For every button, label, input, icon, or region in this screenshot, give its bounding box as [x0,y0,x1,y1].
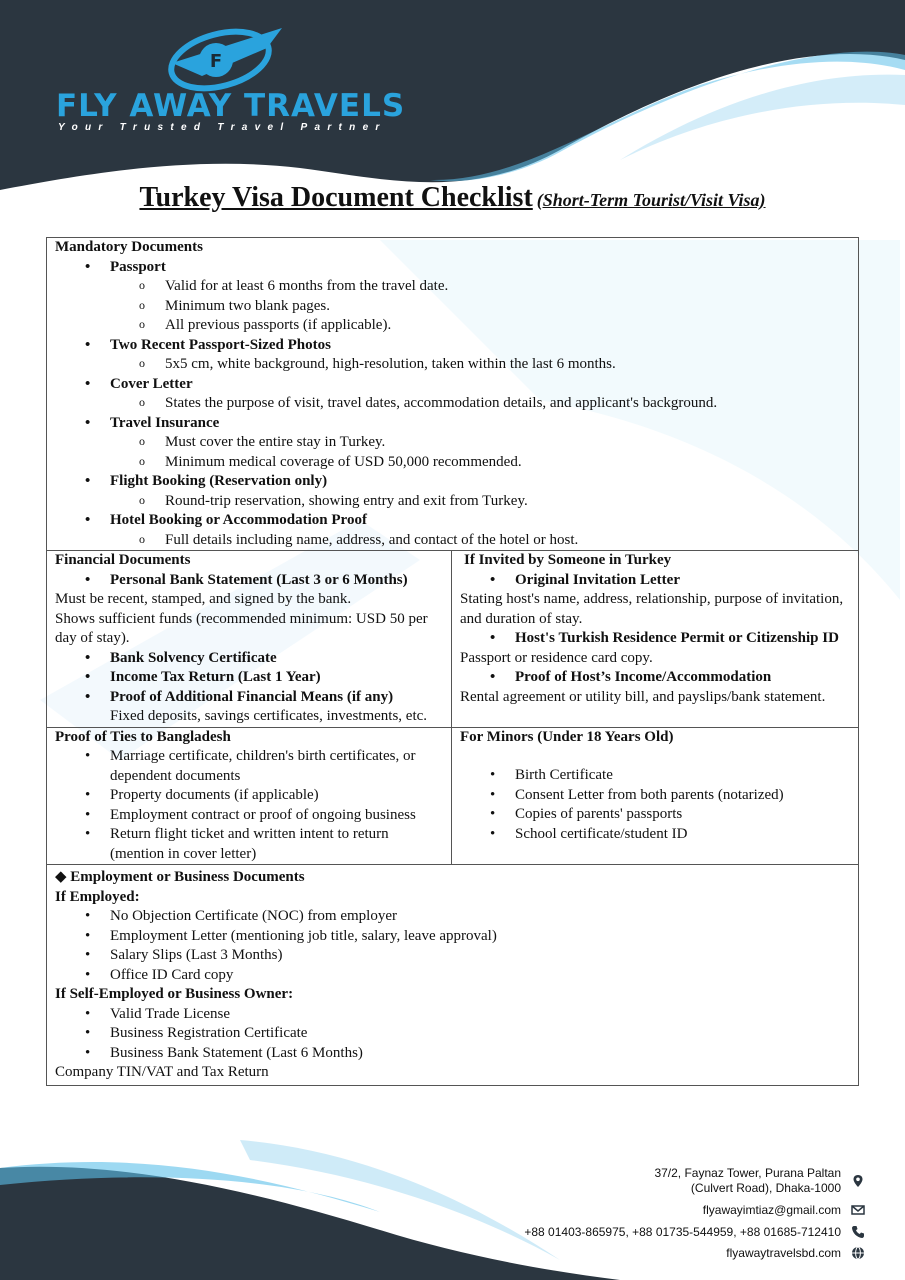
list-item: • Employment contract or proof of ongoing business [55,806,445,826]
list-item: • Cover Letter [55,375,852,395]
mandatory-section [47,238,859,551]
paragraph: Company TIN/VAT and Tax Return [55,1064,269,1080]
ties-section [47,727,452,865]
website-link[interactable]: flyawaytravelsbd.com [726,1246,841,1260]
checklist-table [46,237,859,1086]
paragraph: Passport or residence card copy. [460,649,653,666]
list-item: • Employment Letter (mentioning job title, salary, leave approval) [55,927,852,947]
paragraph: Shows sufficient funds (recommended minimum: USD 50 per day of stay). [55,610,428,646]
list-item: • Salary Slips (Last 3 Months) [55,946,852,966]
list-item: • Property documents (if applicable) [55,786,445,806]
section-heading: If Invited by Someone in Turkey [464,552,672,568]
list-item: • Original Invitation Letter [460,571,852,591]
phone-icon [851,1225,865,1239]
section-heading: Proof of Ties to Bangladesh [55,728,231,745]
email-row [703,1203,865,1218]
list-item: • Copies of parents' passports [460,805,852,825]
address-line: 37/2, Faynaz Tower, Purana Paltan [654,1166,841,1180]
list-item: o Round-trip reservation, showing entry and exit from Turkey. [55,492,852,512]
list-item: • Passport [55,258,852,278]
list-item: • Personal Bank Statement (Last 3 or 6 Months) [55,571,445,591]
list-item: • Business Registration Certificate [55,1024,852,1044]
financial-section [47,551,452,728]
list-item: • Business Bank Statement (Last 6 Months) [55,1044,852,1064]
phone-numbers[interactable]: +88 01403-865975, +88 01735-544959, +88 01685-712410 [524,1225,841,1239]
list-item: • No Objection Certificate (NOC) from employer [55,907,852,927]
globe-icon [851,1246,865,1260]
section-heading: For Minors (Under 18 Years Old) [460,728,674,745]
list-item: • Birth Certificate [460,766,852,786]
list-item: o States the purpose of visit, travel dates, accommodation details, and applicant's background. [55,394,852,414]
email-link[interactable]: flyawayimtiaz@gmail.com [702,1203,841,1217]
paragraph: Fixed deposits, savings certificates, investments, etc. [110,708,428,724]
paragraph: Rental agreement or utility bill, and payslips/bank statement. [460,688,826,705]
section-heading: Mandatory Documents [55,239,203,255]
list-item: o Valid for at least 6 months from the travel date. [55,277,852,297]
list-item: o 5x5 cm, white background, high-resolution, taken within the last 6 months. [55,355,852,375]
paragraph: Stating host's name, address, relationship, purpose of invitation, and duration of stay. [460,591,844,627]
list-item: • Consent Letter from both parents (notarized) [460,786,852,806]
list-item: • Office ID Card copy [55,966,852,986]
list-item: o Full details including name, address, and contact of the hotel or host. [55,531,852,551]
invited-section [452,551,859,728]
list-item: • Flight Booking (Reservation only) [55,472,852,492]
list-item: • Valid Trade License [55,1005,852,1025]
logo-initial: F [209,51,223,72]
mail-icon [851,1203,865,1217]
list-item: • Return flight ticket and written intent to return (mention in cover letter) [55,825,445,864]
list-item: • Host's Turkish Residence Permit or Citizenship ID [460,629,852,649]
location-pin-icon [851,1174,865,1188]
list-item: • Income Tax Return (Last 1 Year) [55,668,445,688]
brand-tagline: Your Trusted Travel Partner [58,122,387,133]
subheading: If Self-Employed or Business Owner: [55,986,294,1002]
subheading: If Employed: [55,888,140,905]
list-item: o Minimum medical coverage of USD 50,000 recommended. [55,453,852,473]
minors-section [452,727,859,865]
phone-row [524,1225,865,1240]
list-item: • Bank Solvency Certificate [55,649,445,669]
list-item: • Hotel Booking or Accommodation Proof [55,511,852,531]
section-heading: ◆ Employment or Business Documents [55,869,305,885]
page-title [0,182,905,214]
list-item: • School certificate/student ID [460,825,852,845]
list-item: • Travel Insurance [55,414,852,434]
list-item: • Two Recent Passport-Sized Photos [55,336,852,356]
list-item: o Minimum two blank pages. [55,297,852,317]
section-heading: Financial Documents [55,552,191,568]
list-item: • Proof of Additional Financial Means (if any) [55,688,445,708]
list-item: • Marriage certificate, children's birth certificates, or dependent documents [55,747,445,786]
list-item: o Must cover the entire stay in Turkey. [55,433,852,453]
website-row [726,1246,865,1261]
address-block [654,1166,865,1196]
employment-section [47,865,859,1086]
list-item: • Proof of Host’s Income/Accommodation [460,668,852,688]
address-line: (Culvert Road), Dhaka-1000 [690,1181,841,1195]
title-main: Turkey Visa Document Checklist [139,182,533,213]
title-sub: (Short-Term Tourist/Visit Visa) [536,190,766,210]
brand-name: FLY AWAY TRAVELS [56,88,406,124]
list-item: o All previous passports (if applicable). [55,316,852,336]
paragraph: Must be recent, stamped, and signed by the bank. [55,591,352,607]
